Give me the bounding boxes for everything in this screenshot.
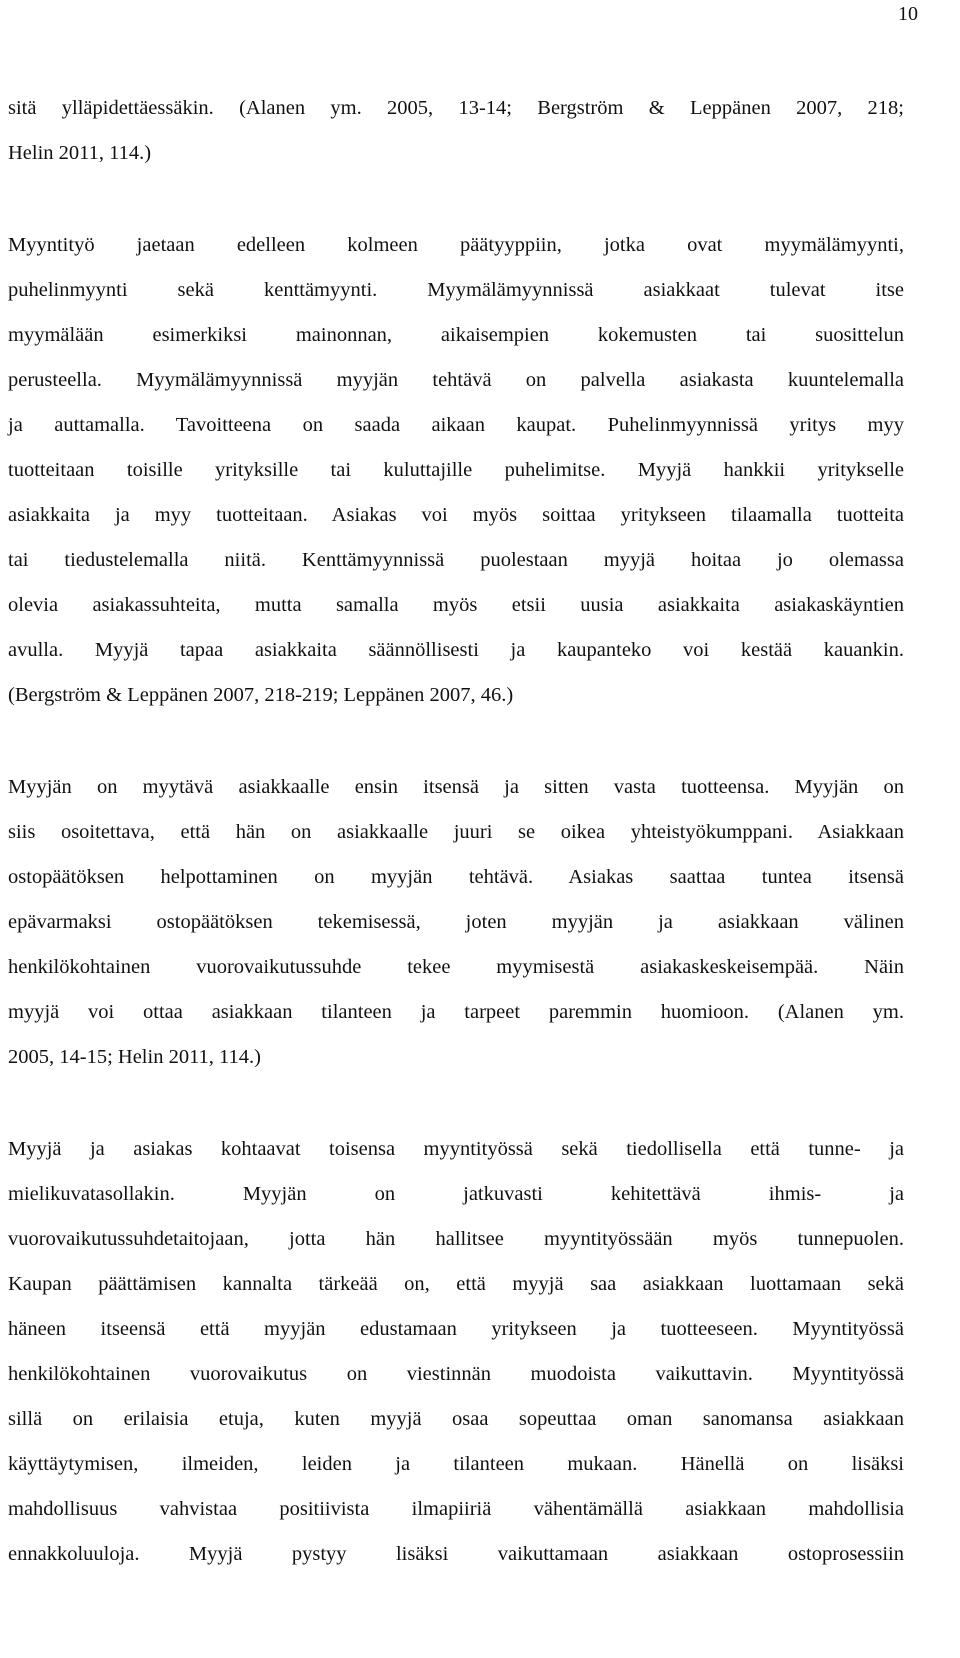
document-body	[8, 86, 904, 1577]
paragraph-gap	[8, 176, 904, 223]
text-line: vuorovaikutussuhdetaitojaan, jotta hän hallitsee myyntityössään myös tunnepuolen.	[8, 1228, 904, 1250]
text-line: myyjä voi ottaa asiakkaan tilanteen ja tarpeet paremmin huomioon. (Alanen ym.	[8, 1001, 904, 1023]
text-line: siis osoitettava, että hän on asiakkaalle juuri se oikea yhteistyökumppani. Asiakkaan	[8, 821, 904, 843]
text-line: mielikuvatasollakin. Myyjän on jatkuvasti kehitettävä ihmis- ja	[8, 1183, 904, 1205]
text-line: mahdollisuus vahvistaa positiivista ilmapiiriä vähentämällä asiakkaan mahdollisia	[8, 1498, 904, 1520]
text-line: Myyjä ja asiakas kohtaavat toisensa myyntityössä sekä tiedollisella että tunne- ja	[8, 1138, 904, 1160]
text-line: ja auttamalla. Tavoitteena on saada aikaan kaupat. Puhelinmyynnissä yritys myy	[8, 414, 904, 436]
paragraph-gap	[8, 1080, 904, 1127]
text-line: häneen itseensä että myyjän edustamaan yritykseen ja tuotteeseen. Myyntityössä	[8, 1318, 904, 1340]
text-line: tuotteitaan toisille yrityksille tai kuluttajille puhelimitse. Myyjä hankkii yritykselle	[8, 459, 904, 481]
text-line: sillä on erilaisia etuja, kuten myyjä osaa sopeuttaa oman sanomansa asiakkaan	[8, 1408, 904, 1430]
text-line: ennakkoluuloja. Myyjä pystyy lisäksi vaikuttamaan asiakkaan ostoprosessiin	[8, 1543, 904, 1565]
text-line: 2005, 14-15; Helin 2011, 114.)	[8, 1046, 261, 1068]
text-line: henkilökohtainen vuorovaikutussuhde tekee myymisestä asiakaskeskeisempää. Näin	[8, 956, 904, 978]
text-line: perusteella. Myymälämyynnissä myyjän tehtävä on palvella asiakasta kuuntelemalla	[8, 369, 904, 391]
text-line: asiakkaita ja myy tuotteitaan. Asiakas voi myös soittaa yritykseen tilaamalla tuotteita	[8, 504, 904, 526]
paragraph	[8, 1127, 904, 1577]
text-line: ostopäätöksen helpottaminen on myyjän tehtävä. Asiakas saattaa tuntea itsensä	[8, 866, 904, 888]
text-line: Kaupan päättämisen kannalta tärkeää on, että myyjä saa asiakkaan luottamaan sekä	[8, 1273, 904, 1295]
text-line: tai tiedustelemalla niitä. Kenttämyynnissä puolestaan myyjä hoitaa jo olemassa	[8, 549, 904, 571]
paragraph	[8, 765, 904, 1080]
text-line: avulla. Myyjä tapaa asiakkaita säännöllisesti ja kaupanteko voi kestää kauankin.	[8, 639, 904, 661]
text-line: käyttäytymisen, ilmeiden, leiden ja tilanteen mukaan. Hänellä on lisäksi	[8, 1453, 904, 1475]
text-line: olevia asiakassuhteita, mutta samalla myös etsii uusia asiakkaita asiakaskäyntien	[8, 594, 904, 616]
text-line: epävarmaksi ostopäätöksen tekemisessä, joten myyjän ja asiakkaan välinen	[8, 911, 904, 933]
text-line: Myyjän on myytävä asiakkaalle ensin itsensä ja sitten vasta tuotteensa. Myyjän on	[8, 776, 904, 798]
text-line: (Bergström & Leppänen 2007, 218-219; Leppänen 2007, 46.)	[8, 684, 514, 706]
paragraph-gap	[8, 718, 904, 765]
text-line: sitä ylläpidettäessäkin. (Alanen ym. 2005, 13-14; Bergström & Leppänen 2007, 218;	[8, 97, 904, 119]
paragraph	[8, 223, 904, 718]
text-line: puhelinmyynti sekä kenttämyynti. Myymälämyynnissä asiakkaat tulevat itse	[8, 279, 904, 301]
text-line: myymälään esimerkiksi mainonnan, aikaisempien kokemusten tai suosittelun	[8, 324, 904, 346]
page-number: 10	[898, 3, 918, 25]
paragraph	[8, 86, 904, 176]
text-line: Myyntityö jaetaan edelleen kolmeen päätyyppiin, jotka ovat myymälämyynti,	[8, 234, 904, 256]
text-line: henkilökohtainen vuorovaikutus on viestinnän muodoista vaikuttavin. Myyntityössä	[8, 1363, 904, 1385]
text-line: Helin 2011, 114.)	[8, 142, 152, 164]
